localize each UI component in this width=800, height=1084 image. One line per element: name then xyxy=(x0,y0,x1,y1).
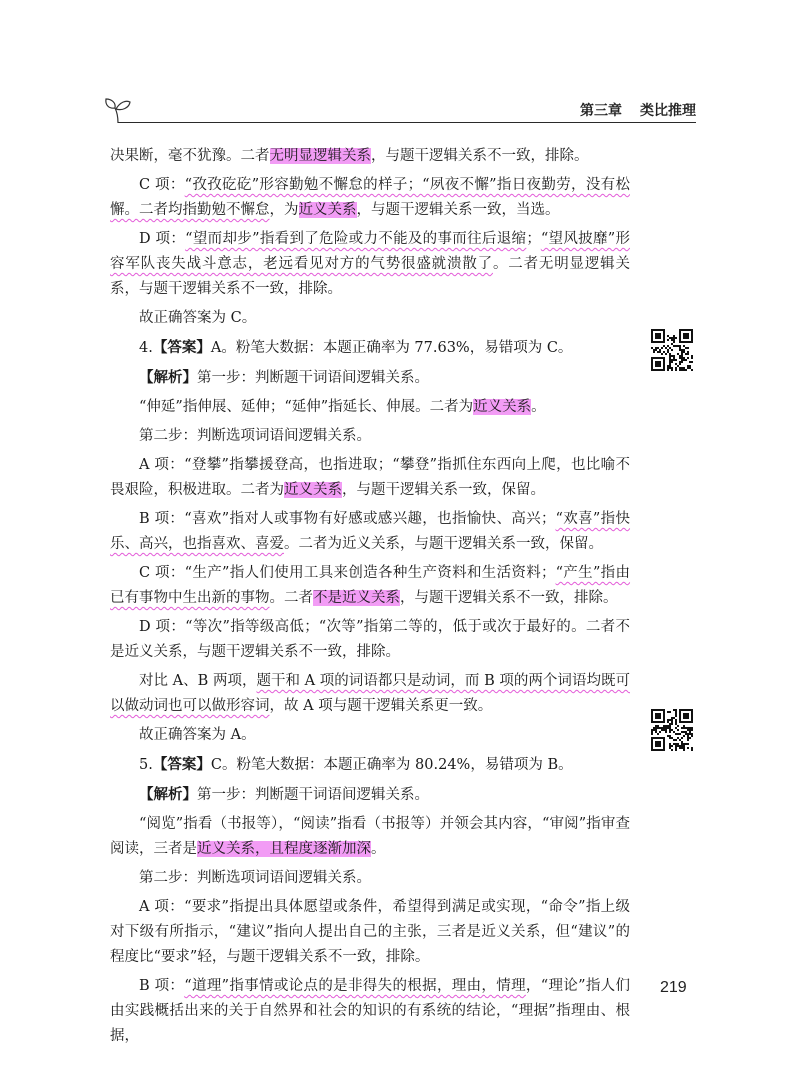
wavy-underline: “道理”指事情或论点的是非得失的根据，理由，情理 xyxy=(184,978,526,994)
paragraph xyxy=(110,395,630,420)
highlight: 近义关系 xyxy=(473,399,532,415)
question-number: 5. xyxy=(139,757,153,773)
paragraph xyxy=(110,812,630,862)
paragraph xyxy=(110,561,630,611)
paragraph xyxy=(110,507,630,557)
text: C 项： xyxy=(139,177,185,193)
paragraph xyxy=(110,144,630,169)
paragraph: 第二步：判断选项词语间逻辑关系。 xyxy=(139,428,371,444)
text: ，为 xyxy=(269,202,299,218)
text: A 项：“登攀”指攀援登高，也指进取；“攀登”指抓住东西向上爬，也比喻不畏艰险，积极进取。二者为 xyxy=(110,457,630,498)
text: “伸延”指伸展、延伸；“延伸”指延长、伸展。二者为 xyxy=(139,399,474,415)
paragraph xyxy=(110,669,630,719)
wavy-underline: “产生”指由已有事物中生出新的事物 xyxy=(110,565,631,606)
paragraph: A 项：“要求”指提出具体愿望或条件，希望得到满足或实现，“命令”指上级对下级有所指示，“建议”指向人提出自己的主张，三者是近义关系，但“建议”的程度比“要求”轻，与题干逻辑关系不一致，排除。 xyxy=(110,899,630,965)
text: C 项：“生产”指人们使用工具来创造各种生产资料和生活资料； xyxy=(139,565,556,581)
text: 第一步：判断题干词语间逻辑关系。 xyxy=(197,787,429,803)
paragraph xyxy=(110,227,630,302)
analysis-paragraph xyxy=(110,782,630,808)
chapter-title xyxy=(580,100,696,120)
text: B 项： xyxy=(139,978,185,994)
page-body xyxy=(110,144,630,1049)
text: 第一步：判断题干词语间逻辑关系。 xyxy=(197,370,429,386)
text: ，与题干逻辑关系一致，保留。 xyxy=(342,482,545,498)
answer-tag: 【答案】 xyxy=(152,339,211,356)
header-rule xyxy=(118,122,696,123)
text: A。粉笔大数据：本题正确率为 77.63%，易错项为 C。 xyxy=(210,340,573,356)
answer-tag: 【答案】 xyxy=(152,756,211,773)
highlight: 近义关系 xyxy=(298,202,357,218)
highlight: 近义关系，且程度逐渐加深 xyxy=(197,841,371,857)
paragraph: 第二步：判断选项词语间逻辑关系。 xyxy=(139,870,371,886)
text: 。 xyxy=(531,399,546,415)
paragraph: 故正确答案为 C。 xyxy=(139,310,257,326)
text: ，与题干逻辑关系不一致，排除。 xyxy=(400,590,618,606)
paragraph xyxy=(110,453,630,503)
highlight: 无明显逻辑关系 xyxy=(269,148,371,164)
text: 对比 A、B 两项， xyxy=(139,673,257,689)
qr-code-icon[interactable] xyxy=(651,329,693,371)
chapter-number: 第三章 xyxy=(580,103,622,119)
text: 。二者无明显逻辑关系，与题干逻辑关系不一致，排除。 xyxy=(110,256,630,297)
analysis-tag: 【解析】 xyxy=(139,369,197,386)
paragraph: D 项：“等次”指等级高低；“次等”指第二等的，低于或次于最好的。二者不是近义关系，与题干逻辑关系不一致，排除。 xyxy=(110,619,630,660)
highlight: 不是近义关系 xyxy=(313,590,400,606)
paragraph xyxy=(110,173,630,223)
analysis-paragraph xyxy=(110,365,630,391)
wavy-underline: “欢喜”指快乐、高兴，也指喜欢、喜爱 xyxy=(110,511,631,552)
text: 决果断，毫不犹豫。二者 xyxy=(110,148,270,164)
answer-paragraph xyxy=(110,335,630,361)
page-header xyxy=(104,96,696,130)
question-number: 4. xyxy=(139,340,153,356)
answer-paragraph xyxy=(110,752,630,778)
wavy-underline: 题干和 A 项的词语都只是动词，而 B 项的两个词语均既可以做动词也可以做形容词 xyxy=(110,673,630,714)
text: 。二者为近义关系，与题干逻辑关系一致，保留。 xyxy=(284,536,603,552)
text: 。二者 xyxy=(269,590,313,606)
text: C。粉笔大数据：本题正确率为 80.24%，易错项为 B。 xyxy=(210,757,573,773)
wavy-underline: “望而却步”指看到了危险或力不能及的事而往后退缩 xyxy=(185,231,527,247)
text: 。 xyxy=(371,841,386,857)
text: ，与题干逻辑关系不一致，排除。 xyxy=(371,148,589,164)
highlight: 近义关系 xyxy=(284,482,342,498)
paragraph xyxy=(110,974,630,1049)
qr-code-icon[interactable] xyxy=(651,709,693,751)
paragraph: 故正确答案为 A。 xyxy=(139,727,256,743)
wavy-underline: “望风披靡”形容军队丧失战斗意志，老远看见对方的气势很盛就溃散了 xyxy=(110,231,630,272)
page-number: 219 xyxy=(660,979,687,996)
text: ，与题干逻辑关系一致，当选。 xyxy=(356,202,560,218)
text: B 项：“喜欢”指对人或事物有好感或感兴趣，也指愉快、高兴； xyxy=(139,511,556,527)
text: ，“理论”指人们由实践概括出来的关于自然界和社会的知识的有系统的结论，“理据”指理由、根据， xyxy=(110,978,631,1044)
analysis-tag: 【解析】 xyxy=(139,786,197,803)
wavy-underline: “孜孜矻矻”形容勤勉不懈怠的样子；“夙夜不懈”指日夜勤劳，没有松懈。二者均指勤勉不懈怠 xyxy=(110,177,630,218)
text: D 项： xyxy=(139,231,186,247)
section-title: 类比推理 xyxy=(640,103,696,119)
text: ； xyxy=(526,231,541,247)
text: “阅览”指看（书报等），“阅读”指看（书报等）并领会其内容，“审阅”指审查阅读，三者是 xyxy=(110,816,630,857)
text: ，故 A 项与题干逻辑关系更一致。 xyxy=(269,698,493,714)
